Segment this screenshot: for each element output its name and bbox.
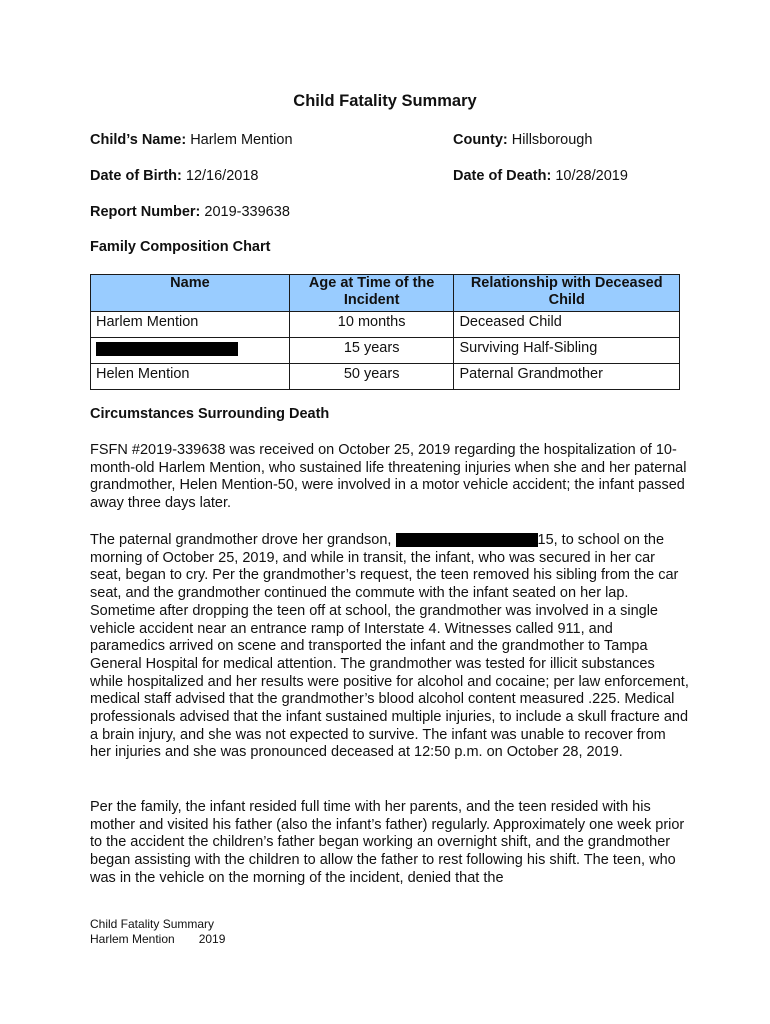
- table-row: [91, 338, 680, 364]
- county-label: County:: [453, 132, 508, 148]
- header-relationship: Relationship with Deceased Child: [454, 275, 680, 312]
- row-relationship: Deceased Child: [454, 312, 680, 338]
- dob-label: Date of Birth:: [90, 168, 182, 184]
- row-relationship: Paternal Grandmother: [454, 364, 680, 390]
- paragraph-1: FSFN #2019-339638 was received on October 25, 2019 regarding the hospitalization of 10-month-old Harlem Mention, who sustained life threatening injuries when she and her paternal grandmother, Helen Mention-50, were involved in a motor vehicle accident; the infant passed away three days later.: [90, 442, 687, 512]
- redaction-bar: [96, 342, 238, 356]
- dob-field: [90, 168, 258, 184]
- redaction-bar: [396, 533, 538, 547]
- dod-value: 10/28/2019: [555, 168, 628, 184]
- childs-name-label: Child’s Name:: [90, 132, 187, 148]
- table-row: [91, 364, 680, 390]
- county-value: Hillsborough: [511, 132, 593, 148]
- circumstances-heading: Circumstances Surrounding Death: [90, 406, 330, 422]
- report-number-value: 2019-339638: [204, 204, 290, 220]
- footer-name: Harlem Mention: [90, 932, 175, 946]
- page-footer: [90, 917, 225, 947]
- table-header-row: [91, 275, 680, 312]
- footer-year: 2019: [198, 932, 226, 946]
- header-age: Age at Time of the Incident: [289, 275, 454, 312]
- childs-name-field: [90, 132, 293, 148]
- paragraph-2-rest: 15, to school on the morning of October 25, 2019, and while in transit, the infant, who was secured in her car seat, began to cry. Per the grandmother’s request, the teen removed his sibling from the car seat, and the grandmother continued the commute with the infant seated on her lap. Sometime after dropping the teen off at school, the grandmother was involved in a single vehicle accident near an entrance ramp of Interstate 4. Witnesses called 911, and paramedics arrived on scene and transported the infant and the grandmother to Tampa General Hospital for medical attention. The grandmother was tested for illicit substances while hospitalized and her results were positive for alcohol and cocaine; per law enforcement, medical staff advised that the grandmother’s blood alcohol content measured .225. Medical professionals advised that the infant sustained multiple injuries, to include a skull fracture and a brain injury, and she was not expected to survive. The infant was unable to recover from her injuries and she was pronounced deceased at 12:50 p.m. on October 28, 2019.: [90, 532, 689, 761]
- header-name: Name: [91, 275, 290, 312]
- row-name: Harlem Mention: [91, 312, 290, 338]
- row-age: 10 months: [289, 312, 454, 338]
- paragraph-2-start: The paternal grandmother drove her grandson,: [90, 532, 396, 548]
- row-name: Helen Mention: [91, 364, 290, 390]
- page-title: Child Fatality Summary: [293, 92, 477, 110]
- dod-field: [453, 168, 628, 184]
- paragraph-3: Per the family, the infant resided full time with her parents, and the teen resided with his mother and visited his father (also the infant’s father) regularly. Approximately one week prior to the accident the children’s father began working an overnight shift, and the grandmother began assisting with the children to allow the father to rest following his shift. The teen, who was in the vehicle on the morning of the incident, denied that the: [90, 799, 685, 886]
- row-name-redacted: [91, 338, 290, 364]
- family-composition-table: [90, 274, 680, 390]
- report-number-label: Report Number:: [90, 204, 201, 220]
- table-row: [91, 312, 680, 338]
- childs-name-value: Harlem Mention: [190, 132, 293, 148]
- paragraph-2: [90, 532, 690, 762]
- row-age: 50 years: [289, 364, 454, 390]
- dod-label: Date of Death:: [453, 168, 552, 184]
- footer-title: Child Fatality Summary: [90, 917, 215, 931]
- family-composition-heading: Family Composition Chart: [90, 239, 271, 255]
- footer-line-2: [90, 932, 225, 947]
- dob-value: 12/16/2018: [185, 168, 259, 184]
- report-number-field: [90, 204, 290, 220]
- row-age: 15 years: [289, 338, 454, 364]
- row-relationship: Surviving Half-Sibling: [454, 338, 680, 364]
- county-field: [453, 132, 592, 148]
